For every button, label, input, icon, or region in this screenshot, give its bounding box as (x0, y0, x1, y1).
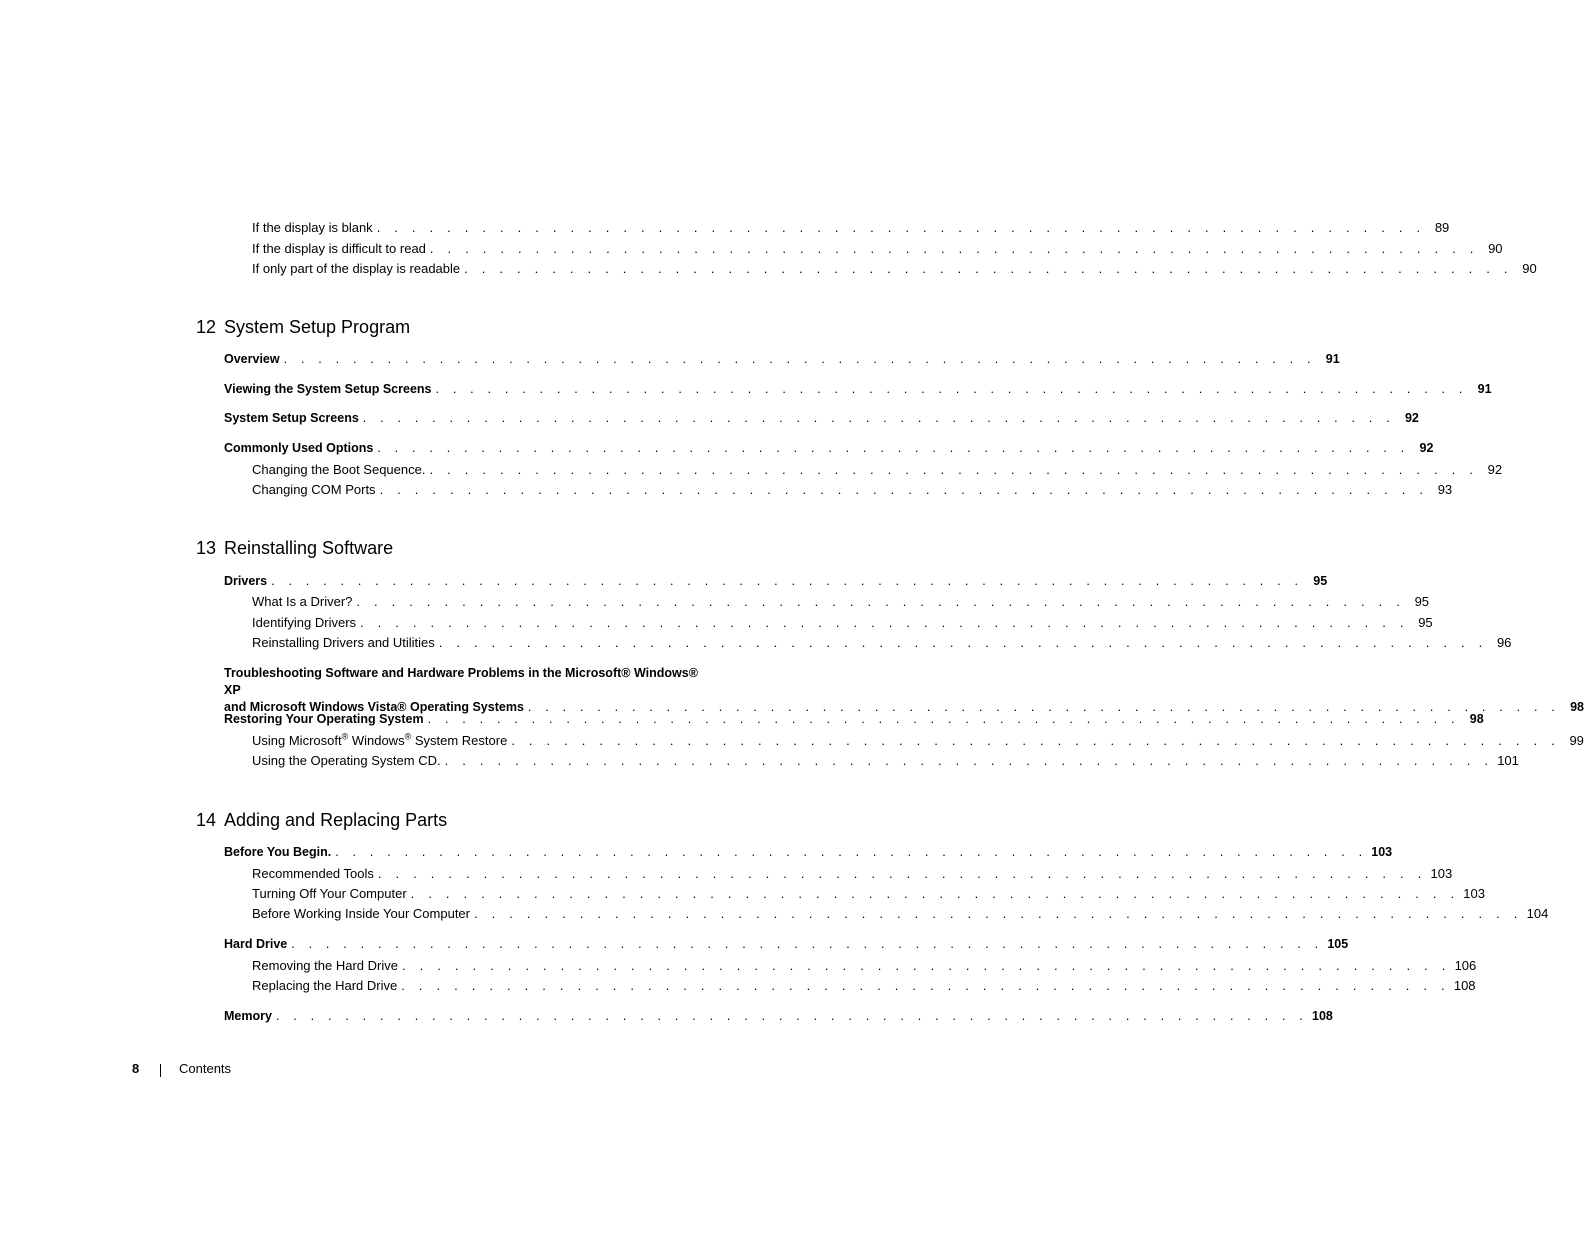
dot-leader: . . . . . . . . . . . . . . . . . . . . . . . . . . . . . . . . . . . . . . . . . . . . . . . . . . . . . . . . . . . . (283, 352, 1316, 366)
page-number: 92 (1419, 441, 1434, 455)
toc-entry[interactable]: Reinstalling Drivers and Utilities . . . . . . . . . . . . . . . . . . . . . . . . . . . . . . . . . . . . . . . . . . . . . . . . . . . . . . . . . . . . 96 (252, 635, 1512, 650)
toc-title-line2: and Microsoft Windows Vista® Operating Systems (224, 700, 524, 714)
dot-leader: . . . . . . . . . . . . . . . . . . . . . . . . . . . . . . . . . . . . . . . . . . . . . . . . . . . . . . . . . . . . (362, 411, 1395, 425)
dot-leader: . . . . . . . . . . . . . . . . . . . . . . . . . . . . . . . . . . . . . . . . . . . . . . . . . . . . . . . . . . . . (356, 594, 1406, 609)
registered-mark: ® (404, 731, 412, 742)
page-number: 104 (1526, 906, 1549, 921)
chapter-title: Adding and Replacing Parts (224, 810, 448, 830)
dot-leader: . . . . . . . . . . . . . . . . . . . . . . . . . . . . . . . . . . . . . . . . . . . . . . . . . . . . . . . . . . . . (401, 958, 1451, 973)
dot-leader: . . . . . . . . . . . . . . . . . . . . . . . . . . . . . . . . . . . . . . . . . . . . . . . . . . . . . . . . . . . . (271, 574, 1304, 588)
footer-label: Contents (179, 1061, 232, 1076)
page-number: 95 (1418, 615, 1433, 630)
toc-entry-wrapped[interactable] (224, 665, 1584, 716)
toc-entry[interactable]: Commonly Used Options . . . . . . . . . . . . . . . . . . . . . . . . . . . . . . . . . . . . . . . . . . . . . . . . . . . . . . . . . . . . 92 (224, 441, 1434, 455)
toc-entry[interactable]: Drivers . . . . . . . . . . . . . . . . . . . . . . . . . . . . . . . . . . . . . . . . . . . . . . . . . . . . . . . . . . . . 95 (224, 574, 1328, 588)
page-number: 105 (1327, 937, 1349, 951)
footer-page-number: 8 (132, 1061, 140, 1076)
chapter-heading[interactable] (196, 809, 447, 831)
toc-entry[interactable]: Before You Begin. . . . . . . . . . . . . . . . . . . . . . . . . . . . . . . . . . . . . . . . . . . . . . . . . . . . . . . . . . . . . 103 (224, 845, 1393, 859)
page-number: 108 (1453, 978, 1476, 993)
chapter-heading[interactable] (196, 537, 393, 559)
dot-leader: . . . . . . . . . . . . . . . . . . . . . . . . . . . . . . . . . . . . . . . . . . . . . . . . . . . . . . . . . . . . (511, 733, 1560, 748)
registered-mark: ® (341, 731, 349, 742)
dot-leader: . . . . . . . . . . . . . . . . . . . . . . . . . . . . . . . . . . . . . . . . . . . . . . . . . . . . . . . . . . . . (275, 1009, 1309, 1023)
toc-entry[interactable]: Memory . . . . . . . . . . . . . . . . . . . . . . . . . . . . . . . . . . . . . . . . . . . . . . . . . . . . . . . . . . . . 108 (224, 1009, 1333, 1023)
toc-entry[interactable]: If the display is difficult to read . . . . . . . . . . . . . . . . . . . . . . . . . . . . . . . . . . . . . . . . . . . . . . . . . . . . . . . . . . . . 90 (252, 241, 1503, 256)
toc-entry[interactable]: System Setup Screens . . . . . . . . . . . . . . . . . . . . . . . . . . . . . . . . . . . . . . . . . . . . . . . . . . . . . . . . . . . . 92 (224, 411, 1419, 425)
dot-leader: . . . . . . . . . . . . . . . . . . . . . . . . . . . . . . . . . . . . . . . . . . . . . . . . . . . . . . . . . . . . (377, 866, 1427, 881)
toc-entry[interactable]: Overview . . . . . . . . . . . . . . . . . . . . . . . . . . . . . . . . . . . . . . . . . . . . . . . . . . . . . . . . . . . . 91 (224, 352, 1340, 366)
toc-entry[interactable]: Restoring Your Operating System . . . . . . . . . . . . . . . . . . . . . . . . . . . . . . . . . . . . . . . . . . . . . . . . . . . . . . . . . . . . 98 (224, 712, 1484, 726)
dot-leader: . . . . . . . . . . . . . . . . . . . . . . . . . . . . . . . . . . . . . . . . . . . . . . . . . . . . . . . . . . . . (376, 220, 1426, 235)
toc-title-line1: Troubleshooting Software and Hardware Problems in the Microsoft® Windows® XP (224, 666, 698, 697)
toc-entry[interactable]: Changing the Boot Sequence. . . . . . . . . . . . . . . . . . . . . . . . . . . . . . . . . . . . . . . . . . . . . . . . . . . . . . . . . . . . . 92 (252, 462, 1503, 477)
dot-leader: . . . . . . . . . . . . . . . . . . . . . . . . . . . . . . . . . . . . . . . . . . . . . . . . . . . . . . . . . . . . (401, 978, 1450, 993)
page-number: 103 (1371, 845, 1393, 859)
toc-entry[interactable]: Viewing the System Setup Screens . . . . . . . . . . . . . . . . . . . . . . . . . . . . . . . . . . . . . . . . . . . . . . . . . . . . . . . . . . . . 91 (224, 382, 1492, 396)
page-number: 101 (1497, 753, 1519, 768)
chapter-number: 14 (196, 810, 217, 830)
dot-leader: . . . . . . . . . . . . . . . . . . . . . . . . . . . . . . . . . . . . . . . . . . . . . . . . . . . . . . . . . . . . (438, 635, 1488, 650)
page-number: 98 (1469, 712, 1484, 726)
dot-leader: . . . . . . . . . . . . . . . . . . . . . . . . . . . . . . . . . . . . . . . . . . . . . . . . . . . . . . . . . . . . (360, 615, 1409, 630)
toc-entry[interactable]: Hard Drive . . . . . . . . . . . . . . . . . . . . . . . . . . . . . . . . . . . . . . . . . . . . . . . . . . . . . . . . . . . . 105 (224, 937, 1349, 951)
dot-leader: . . . . . . . . . . . . . . . . . . . . . . . . . . . . . . . . . . . . . . . . . . . . . . . . . . . . . . . . . . . . (335, 845, 1368, 859)
toc-entry[interactable]: Identifying Drivers . . . . . . . . . . . . . . . . . . . . . . . . . . . . . . . . . . . . . . . . . . . . . . . . . . . . . . . . . . . . 95 (252, 615, 1433, 630)
page-number: 103 (1430, 866, 1453, 881)
chapter-heading[interactable] (196, 316, 410, 338)
page-number: 90 (1488, 241, 1503, 256)
page-number: 95 (1414, 594, 1430, 609)
page-number: 96 (1496, 635, 1512, 650)
chapter-title: System Setup Program (224, 317, 411, 337)
page-number: 95 (1313, 574, 1328, 588)
page-number: 92 (1487, 462, 1503, 477)
page-number: 90 (1522, 261, 1537, 276)
chapter-title: Reinstalling Software (224, 538, 394, 558)
footer-divider (160, 1064, 161, 1077)
page-number: 98 (1570, 700, 1584, 714)
page-number: 91 (1325, 352, 1340, 366)
dot-leader: . . . . . . . . . . . . . . . . . . . . . . . . . . . . . . . . . . . . . . . . . . . . . . . . . . . . . . . . . . . . (527, 700, 1560, 714)
page-number: 106 (1454, 958, 1477, 973)
page-number: 93 (1437, 482, 1453, 497)
dot-leader: . . . . . . . . . . . . . . . . . . . . . . . . . . . . . . . . . . . . . . . . . . . . . . . . . . . . . . . . . . . . (429, 241, 1479, 256)
toc-entry[interactable]: Turning Off Your Computer . . . . . . . . . . . . . . . . . . . . . . . . . . . . . . . . . . . . . . . . . . . . . . . . . . . . . . . . . . . . 103 (252, 886, 1485, 901)
toc-entry[interactable]: If the display is blank . . . . . . . . . . . . . . . . . . . . . . . . . . . . . . . . . . . . . . . . . . . . . . . . . . . . . . . . . . . . 89 (252, 220, 1450, 235)
toc-entry[interactable]: Recommended Tools . . . . . . . . . . . . . . . . . . . . . . . . . . . . . . . . . . . . . . . . . . . . . . . . . . . . . . . . . . . . 103 (252, 866, 1453, 881)
dot-leader: . . . . . . . . . . . . . . . . . . . . . . . . . . . . . . . . . . . . . . . . . . . . . . . . . . . . . . . . . . . . (444, 753, 1494, 768)
toc-entry[interactable]: If only part of the display is readable . . . . . . . . . . . . . . . . . . . . . . . . . . . . . . . . . . . . . . . . . . . . . . . . . . . . . . . . . . . . 90 (252, 261, 1537, 276)
toc-entry[interactable]: What Is a Driver? . . . . . . . . . . . . . . . . . . . . . . . . . . . . . . . . . . . . . . . . . . . . . . . . . . . . . . . . . . . . 95 (252, 594, 1430, 609)
toc-entry[interactable]: Before Working Inside Your Computer . . . . . . . . . . . . . . . . . . . . . . . . . . . . . . . . . . . . . . . . . . . . . . . . . . . . . . . . . . . . 104 (252, 906, 1549, 921)
dot-leader: . . . . . . . . . . . . . . . . . . . . . . . . . . . . . . . . . . . . . . . . . . . . . . . . . . . . . . . . . . . . (464, 261, 1513, 276)
dot-leader: . . . . . . . . . . . . . . . . . . . . . . . . . . . . . . . . . . . . . . . . . . . . . . . . . . . . . . . . . . . . (474, 906, 1523, 921)
page-number: 103 (1463, 886, 1485, 901)
dot-leader: . . . . . . . . . . . . . . . . . . . . . . . . . . . . . . . . . . . . . . . . . . . . . . . . . . . . . . . . . . . . (427, 712, 1460, 726)
dot-leader: . . . . . . . . . . . . . . . . . . . . . . . . . . . . . . . . . . . . . . . . . . . . . . . . . . . . . . . . . . . . (429, 462, 1479, 477)
dot-leader: . . . . . . . . . . . . . . . . . . . . . . . . . . . . . . . . . . . . . . . . . . . . . . . . . . . . . . . . . . . . (435, 382, 1468, 396)
page-number: 89 (1434, 220, 1450, 235)
toc-entry[interactable]: Changing COM Ports . . . . . . . . . . . . . . . . . . . . . . . . . . . . . . . . . . . . . . . . . . . . . . . . . . . . . . . . . . . . 93 (252, 482, 1453, 497)
chapter-number: 13 (196, 538, 217, 558)
toc-entry[interactable]: Removing the Hard Drive . . . . . . . . . . . . . . . . . . . . . . . . . . . . . . . . . . . . . . . . . . . . . . . . . . . . . . . . . . . . 106 (252, 958, 1477, 973)
dot-leader: . . . . . . . . . . . . . . . . . . . . . . . . . . . . . . . . . . . . . . . . . . . . . . . . . . . . . . . . . . . . (291, 937, 1324, 951)
page-number: 99 (1569, 733, 1584, 748)
dot-leader: . . . . . . . . . . . . . . . . . . . . . . . . . . . . . . . . . . . . . . . . . . . . . . . . . . . . . . . . . . . . (377, 441, 1410, 455)
toc-entry[interactable]: Using Microsoft® Windows® System Restore . . . . . . . . . . . . . . . . . . . . . . . . . . . . . . . . . . . . . . . . . . . . . . . . . . . . . . . . . . . . 99 (252, 731, 1584, 748)
dot-leader: . . . . . . . . . . . . . . . . . . . . . . . . . . . . . . . . . . . . . . . . . . . . . . . . . . . . . . . . . . . . (410, 886, 1460, 901)
chapter-number: 12 (196, 317, 217, 337)
page-number: 91 (1477, 382, 1492, 396)
page-number: 108 (1312, 1009, 1333, 1023)
page-number: 92 (1404, 411, 1419, 425)
toc-entry[interactable]: Using the Operating System CD. . . . . . . . . . . . . . . . . . . . . . . . . . . . . . . . . . . . . . . . . . . . . . . . . . . . . . . . . . . . . 101 (252, 753, 1519, 768)
toc-entry[interactable]: Replacing the Hard Drive . . . . . . . . . . . . . . . . . . . . . . . . . . . . . . . . . . . . . . . . . . . . . . . . . . . . . . . . . . . . 108 (252, 978, 1476, 993)
dot-leader: . . . . . . . . . . . . . . . . . . . . . . . . . . . . . . . . . . . . . . . . . . . . . . . . . . . . . . . . . . . . (379, 482, 1429, 497)
